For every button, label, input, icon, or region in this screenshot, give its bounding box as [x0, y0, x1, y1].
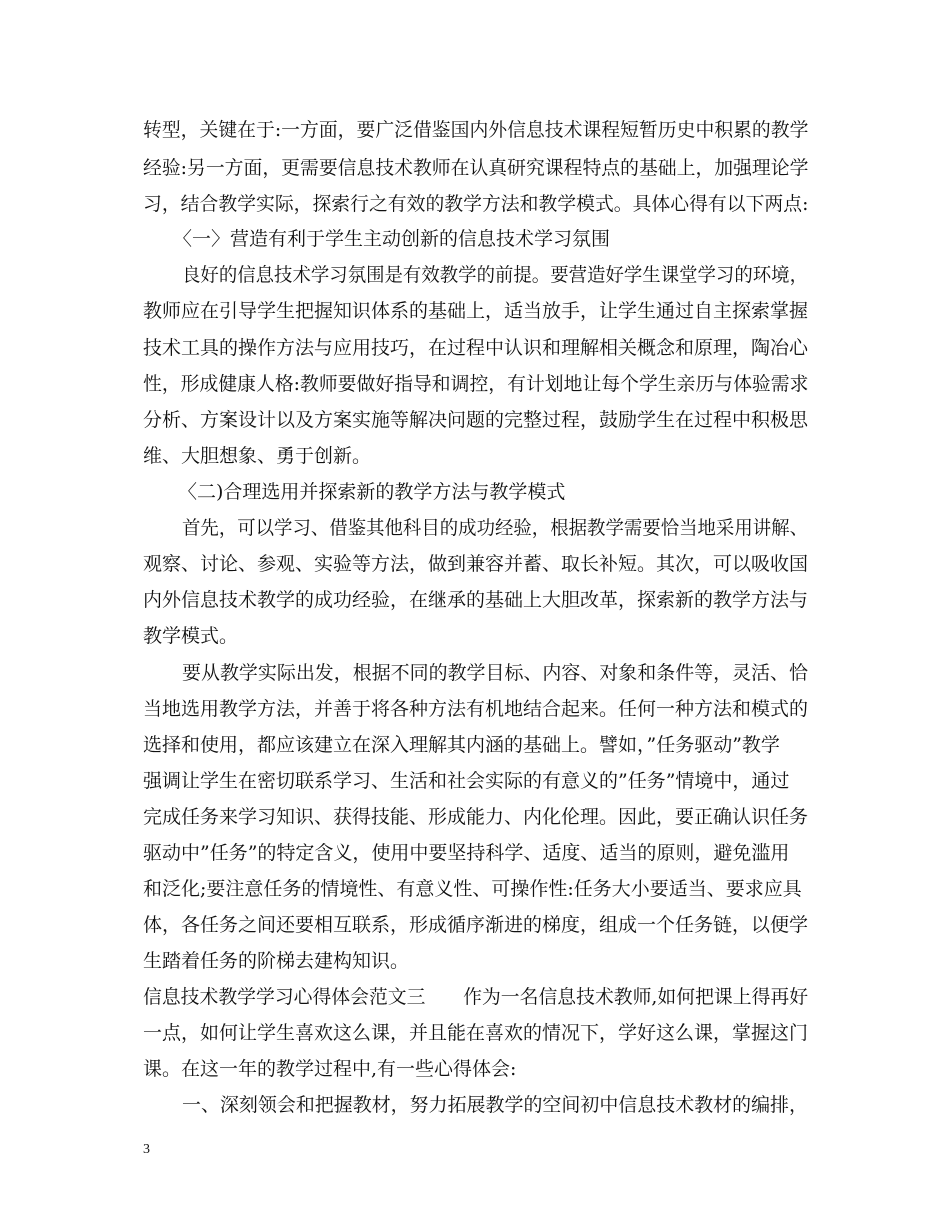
text-line: 维、大胆想象、勇于创新。: [143, 445, 372, 467]
text-line: 课。在这一年的教学过程中,有一些心得体会:: [143, 1058, 517, 1080]
text-line: 要从教学实际出发，根据不同的教学目标、内容、对象和条件等，灵活、恰: [182, 662, 809, 684]
text-line: 性，形成健康人格:教师要做好指导和调控，有计划地让每个学生亲历与体验需求: [143, 373, 809, 395]
text-line: 当地选用教学方法，并善于将各种方法有机地结合起来。任何一种方法和模式的: [143, 698, 809, 720]
text-line: 教学模式。: [143, 625, 239, 647]
text-line: 信息技术教学学习心得体会范文三 作为一名信息技术教师,如何把课上得再好: [143, 986, 809, 1008]
text-line: 教师应在引导学生把握知识体系的基础上，适当放手，让学生通过自主探索掌握: [143, 300, 809, 322]
text-line: 完成任务来学习知识、获得技能、形成能力、内化伦理。因此，要正确认识任务: [143, 806, 809, 828]
text-line: 观察、讨论、参观、实验等方法，做到兼容并蓄、取长补短。其次，可以吸收国: [143, 553, 809, 575]
text-line: 和泛化;要注意任务的情境性、有意义性、可操作性:任务大小要适当、要求应具: [143, 878, 802, 900]
text-line: 内外信息技术教学的成功经验，在继承的基础上大胆改革，探索新的教学方法与: [143, 589, 809, 611]
text-line: 一、深刻领会和把握教材，努力拓展教学的空间初中信息技术教材的编排，: [182, 1094, 809, 1116]
page-number: 3: [143, 1142, 150, 1157]
section-heading: 〈二)合理选用并探索新的教学方法与教学模式: [178, 481, 566, 503]
text-line: 分析、方案设计以及方案实施等解决问题的完整过程，鼓励学生在过程中积极思: [143, 409, 809, 431]
text-line: 生踏着任务的阶梯去建构知识。: [143, 950, 410, 972]
text-line: 一点，如何让学生喜欢这么课，并且能在喜欢的情况下，学好这么课，掌握这门: [143, 1022, 809, 1044]
text-line: 技术工具的操作方法与应用技巧，在过程中认识和理解相关概念和原理，陶冶心: [143, 337, 809, 359]
text-line: 良好的信息技术学习氛围是有效教学的前提。要营造好学生课堂学习的环境，: [182, 264, 808, 286]
text-line: 体，各任务之间还要相互联系，形成循序渐进的梯度，组成一个任务链，以便学: [143, 914, 809, 936]
text-line: 经验:另一方面，更需要信息技术教师在认真研究课程特点的基础上，加强理论学: [143, 157, 809, 179]
text-line: 习，结合教学实际，探索行之有效的教学方法和教学模式。具体心得有以下两点:: [143, 193, 809, 215]
text-line: 转型，关键在于:一方面，要广泛借鉴国内外信息技术课程短暂历史中积累的教学: [143, 119, 809, 141]
text-line: 首先，可以学习、借鉴其他科目的成功经验，根据教学需要恰当地采用讲解、: [182, 517, 808, 539]
text-line: 强调让学生在密切联系学习、生活和社会实际的有意义的”任务”情境中，通过: [143, 770, 790, 792]
section-heading: 〈一〉营造有利于学生主动创新的信息技术学习氛围: [173, 228, 611, 250]
text-line: 选择和使用，都应该建立在深入理解其内涵的基础上。譬如，”任务驱动”教学: [143, 734, 780, 756]
text-line: 驱动中”任务”的特定含义，使用中要坚持科学、适度、适当的原则，避免滥用: [143, 842, 790, 864]
